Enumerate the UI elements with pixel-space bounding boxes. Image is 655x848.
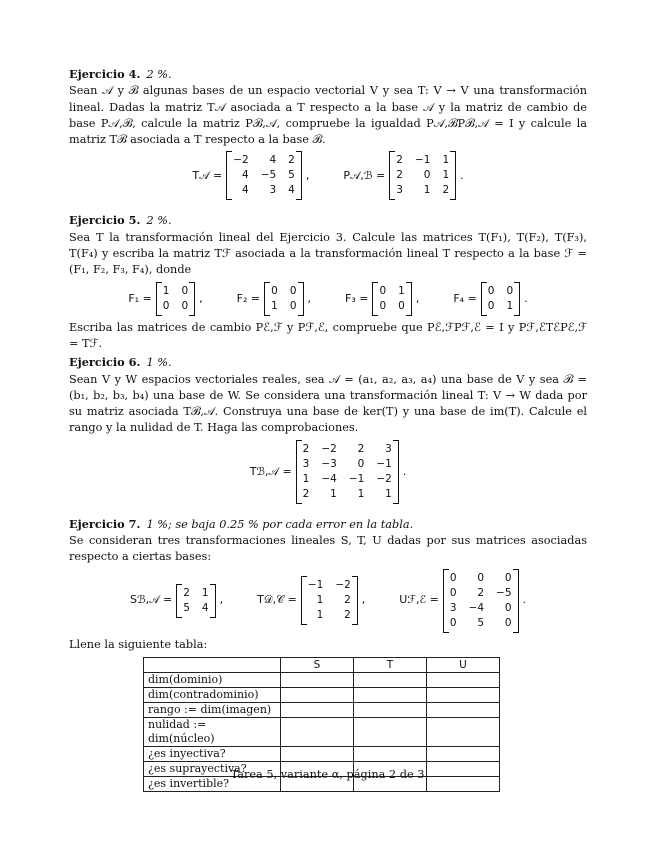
matrix-entry: 1 bbox=[162, 284, 170, 297]
matrix-entry: 1 bbox=[302, 472, 310, 485]
matrix-entry: 0 bbox=[487, 299, 495, 312]
ex5-f1 bbox=[156, 282, 195, 316]
answer-cell-s[interactable] bbox=[281, 702, 354, 717]
matrix-entry: 0 bbox=[379, 284, 387, 297]
matrix-entry: 1 bbox=[271, 299, 278, 312]
matrix-entry: 4 bbox=[201, 601, 209, 614]
answer-cell-u[interactable] bbox=[427, 672, 500, 687]
matrix-entry: −3 bbox=[321, 457, 337, 470]
matrix-entry: 0 bbox=[423, 169, 431, 182]
ex7-fill-text: Llene la siguiente tabla: bbox=[69, 637, 208, 651]
matrix-entry: −5 bbox=[496, 586, 512, 599]
matrix-entry: 0 bbox=[357, 457, 365, 470]
ex5-title: Ejercicio 5. bbox=[69, 213, 141, 228]
exercise-6 bbox=[69, 354, 587, 503]
matrix-entry: 1 bbox=[442, 154, 450, 167]
ex5-f1-label: F₁ = bbox=[128, 291, 152, 305]
ex4-mat1-label: T𝒜 = bbox=[192, 168, 223, 182]
matrix-entry: −1 bbox=[348, 472, 365, 485]
matrix-entry: 1 bbox=[506, 299, 514, 312]
table-row bbox=[144, 746, 500, 761]
answer-cell-t[interactable] bbox=[354, 687, 427, 702]
ex5-f4 bbox=[481, 282, 520, 316]
matrix-entry: 1 bbox=[423, 184, 431, 197]
ex7-t-punct: , bbox=[361, 593, 366, 607]
answer-cell-u[interactable] bbox=[427, 717, 500, 746]
table-row bbox=[144, 687, 500, 702]
answer-cell-t[interactable] bbox=[354, 702, 427, 717]
matrix-entry: −2 bbox=[233, 154, 249, 167]
ex7-s-label: Sℬ,𝒜 = bbox=[129, 593, 173, 607]
ex5-f3-punct: , bbox=[415, 291, 420, 305]
ex7-t-label: T𝒟,𝒞 = bbox=[257, 593, 297, 607]
matrix-entry: 1 bbox=[330, 487, 337, 500]
matrix-entry: 3 bbox=[449, 601, 457, 614]
exercise-7 bbox=[69, 516, 587, 792]
ex4-mat2 bbox=[389, 151, 456, 200]
ex5-f4-label: F₄ = bbox=[453, 291, 477, 305]
matrix-entry: −4 bbox=[468, 601, 485, 614]
matrix-entry: 2 bbox=[183, 586, 190, 599]
row-label: ¿es invertible? bbox=[144, 776, 281, 791]
ex5-f2-punct: , bbox=[307, 291, 311, 305]
answer-cell-u[interactable] bbox=[427, 687, 500, 702]
matrix-entry: 2 bbox=[302, 487, 310, 500]
matrix-entry: 0 bbox=[271, 284, 278, 297]
ex7-u-matrix bbox=[443, 569, 519, 633]
answer-cell-s[interactable] bbox=[281, 672, 354, 687]
matrix-entry: −2 bbox=[376, 472, 392, 485]
ex5-f3-label: F₃ = bbox=[345, 291, 369, 305]
answer-table-header bbox=[144, 657, 500, 672]
ex6-matrix-row bbox=[69, 440, 587, 504]
ex4-text: Sean 𝒜 y ℬ algunas bases de un espacio vectorial V y sea T: V → V una transformación lineal. Dadas la matriz T𝒜 asociada a T respecto a la base 𝒜 y la matriz de cambio de base P𝒜,ℬ, calcule la matriz Pℬ,𝒜, compruebe la igualdad P𝒜,ℬPℬ,𝒜 = I y calcule la matriz Tℬ asociada a T respecto a la base ℬ. bbox=[69, 84, 587, 147]
matrix-entry: 0 bbox=[289, 299, 297, 312]
ex7-text: Se consideran tres transformaciones lineales S, T, U dadas por sus matrices asociadas respecto a ciertas bases: bbox=[69, 534, 587, 564]
matrix-entry: −1 bbox=[376, 457, 392, 470]
matrix-entry: −2 bbox=[335, 579, 351, 592]
ex5-f2 bbox=[264, 282, 303, 316]
matrix-entry: 0 bbox=[181, 299, 189, 312]
matrix-entry: 3 bbox=[269, 184, 277, 197]
ex5-points: 2 %. bbox=[146, 214, 172, 228]
matrix-entry: 4 bbox=[269, 154, 277, 167]
ex5-f4-punct: . bbox=[524, 291, 528, 305]
row-label: ¿es suprayectiva? bbox=[144, 761, 281, 776]
matrix-entry: 2 bbox=[477, 586, 485, 599]
matrix-entry: 2 bbox=[344, 609, 351, 622]
matrix-entry: 5 bbox=[288, 169, 295, 182]
matrix-entry: 0 bbox=[487, 284, 495, 297]
matrix-entry: 2 bbox=[357, 442, 365, 455]
ex7-title: Ejercicio 7. bbox=[69, 516, 141, 531]
ex5-f2-label: F₂ = bbox=[236, 291, 261, 305]
ex7-u-label: Uℱ,ℰ = bbox=[399, 593, 439, 607]
matrix-entry: 0 bbox=[449, 586, 457, 599]
matrix-entry: 1 bbox=[385, 487, 392, 500]
matrix-entry: 2 bbox=[396, 169, 403, 182]
exercise-4 bbox=[69, 66, 587, 200]
matrix-entry: 5 bbox=[477, 616, 485, 629]
matrix-entry: 1 bbox=[201, 586, 209, 599]
ex4-end: . bbox=[460, 168, 464, 182]
ex5-text2: Escriba las matrices de cambio Pℰ,ℱ y Pℱ,ℰ, compruebe que Pℰ,ℱPℱ,ℰ = I y Pℱ,ℰTℰPℰ,ℱ = Tℱ. bbox=[69, 320, 587, 350]
matrix-entry: 4 bbox=[242, 184, 249, 197]
exercise-5 bbox=[69, 212, 587, 352]
matrix-entry: 5 bbox=[183, 601, 190, 614]
row-label: dim(dominio) bbox=[144, 672, 281, 687]
matrix-entry: 0 bbox=[504, 601, 512, 614]
matrix-entry: 1 bbox=[442, 169, 450, 182]
ex6-points: 1 %. bbox=[146, 356, 172, 370]
matrix-entry: 2 bbox=[442, 184, 450, 197]
matrix-entry: 3 bbox=[385, 442, 392, 455]
table-row bbox=[144, 702, 500, 717]
row-label: rango := dim(imagen) bbox=[144, 702, 281, 717]
matrix-entry: 1 bbox=[398, 284, 405, 297]
matrix-entry: 0 bbox=[506, 284, 514, 297]
ex4-mat2-label: P𝒜,ℬ = bbox=[343, 168, 386, 182]
matrix-entry: 0 bbox=[398, 299, 405, 312]
ex4-title: Ejercicio 4. bbox=[69, 67, 141, 81]
matrix-entry: 0 bbox=[162, 299, 170, 312]
matrix-entry: 2 bbox=[344, 594, 351, 607]
matrix-entry: −4 bbox=[321, 472, 337, 485]
matrix-entry: 3 bbox=[302, 457, 310, 470]
ex7-u-punct: . bbox=[522, 593, 527, 607]
header-s: S bbox=[281, 657, 354, 672]
ex4-points: 2 %. bbox=[146, 68, 172, 81]
answer-cell-u[interactable] bbox=[427, 746, 500, 761]
row-label: dim(contradominio) bbox=[144, 687, 281, 702]
matrix-entry: −2 bbox=[321, 442, 337, 455]
answer-cell-s[interactable] bbox=[281, 746, 354, 761]
ex6-mat bbox=[296, 440, 399, 504]
matrix-entry: 0 bbox=[504, 571, 512, 584]
matrix-entry: 1 bbox=[316, 594, 324, 607]
matrix-entry: 0 bbox=[449, 616, 457, 629]
matrix-entry: 1 bbox=[316, 609, 324, 622]
ex7-matrices bbox=[69, 569, 587, 633]
header-t: T bbox=[354, 657, 427, 672]
answer-cell-t[interactable] bbox=[354, 672, 427, 687]
matrix-entry: 2 bbox=[288, 154, 295, 167]
answer-cell-t[interactable] bbox=[354, 746, 427, 761]
ex4-matrices bbox=[69, 151, 587, 200]
ex4-mat1 bbox=[226, 151, 302, 200]
matrix-entry: −5 bbox=[260, 169, 277, 182]
matrix-entry: 4 bbox=[242, 169, 249, 182]
ex7-s-matrix bbox=[176, 584, 215, 618]
row-label: ¿es inyectiva? bbox=[144, 746, 281, 761]
matrix-entry: 0 bbox=[379, 299, 387, 312]
matrix-entry: 0 bbox=[181, 284, 189, 297]
matrix-entry: 1 bbox=[357, 487, 365, 500]
matrix-entry: 0 bbox=[289, 284, 297, 297]
ex4-sep: , bbox=[305, 168, 310, 182]
ex5-f3 bbox=[372, 282, 411, 316]
ex6-title: Ejercicio 6. bbox=[69, 355, 141, 370]
answer-cell-s[interactable] bbox=[281, 717, 354, 746]
page-content bbox=[69, 66, 587, 792]
page-footer: Tarea 5, variante α, página 2 de 3 bbox=[230, 768, 425, 781]
answer-cell-u[interactable] bbox=[427, 702, 500, 717]
matrix-entry: 3 bbox=[396, 184, 403, 197]
matrix-entry: −1 bbox=[414, 154, 431, 167]
matrix-entry: 2 bbox=[396, 154, 403, 167]
matrix-entry: 0 bbox=[477, 571, 485, 584]
matrix-entry: 4 bbox=[288, 184, 295, 197]
ex5-f1-punct: , bbox=[199, 291, 203, 305]
ex7-t-matrix bbox=[301, 576, 358, 625]
ex6-end: . bbox=[402, 464, 407, 478]
matrix-entry: 0 bbox=[449, 571, 457, 584]
table-row bbox=[144, 717, 500, 746]
table-row bbox=[144, 672, 500, 687]
ex7-points: 1 %; se baja 0.25 % por cada error en la tabla. bbox=[146, 517, 414, 531]
header-empty bbox=[144, 657, 281, 672]
ex6-text: Sean V y W espacios vectoriales reales, sea 𝒜 = (a₁, a₂, a₃, a₄) una base de V y sea ℬ = (b₁, b₂, b₃, b₄) una base de W. Se considera una transformación lineal T: V → W dada por su matriz asociada Tℬ,𝒜. Construya una base de ker(T) y una base de im(T). Calcule el rango y la nulidad de T. Haga las comprobaciones. bbox=[69, 372, 587, 435]
matrix-entry: 2 bbox=[302, 442, 310, 455]
answer-cell-s[interactable] bbox=[281, 687, 354, 702]
ex5-text: Sea T la transformación lineal del Ejercicio 3. Calcule las matrices T(F₁), T(F₂), T(F₃), T(F₄) y escriba la matriz Tℱ asociada a la transformación lineal T respecto a la base ℱ = (F₁, F₂, F₃, F₄), donde bbox=[69, 230, 587, 277]
matrix-entry: −1 bbox=[307, 579, 324, 592]
ex5-matrices bbox=[69, 282, 587, 316]
answer-cell-t[interactable] bbox=[354, 717, 427, 746]
row-label: nulidad := dim(núcleo) bbox=[144, 717, 281, 746]
ex6-mat-label: Tℬ,𝒜 = bbox=[249, 464, 292, 478]
header-u: U bbox=[427, 657, 500, 672]
matrix-entry: 0 bbox=[504, 616, 512, 629]
ex7-s-punct: , bbox=[219, 593, 224, 607]
